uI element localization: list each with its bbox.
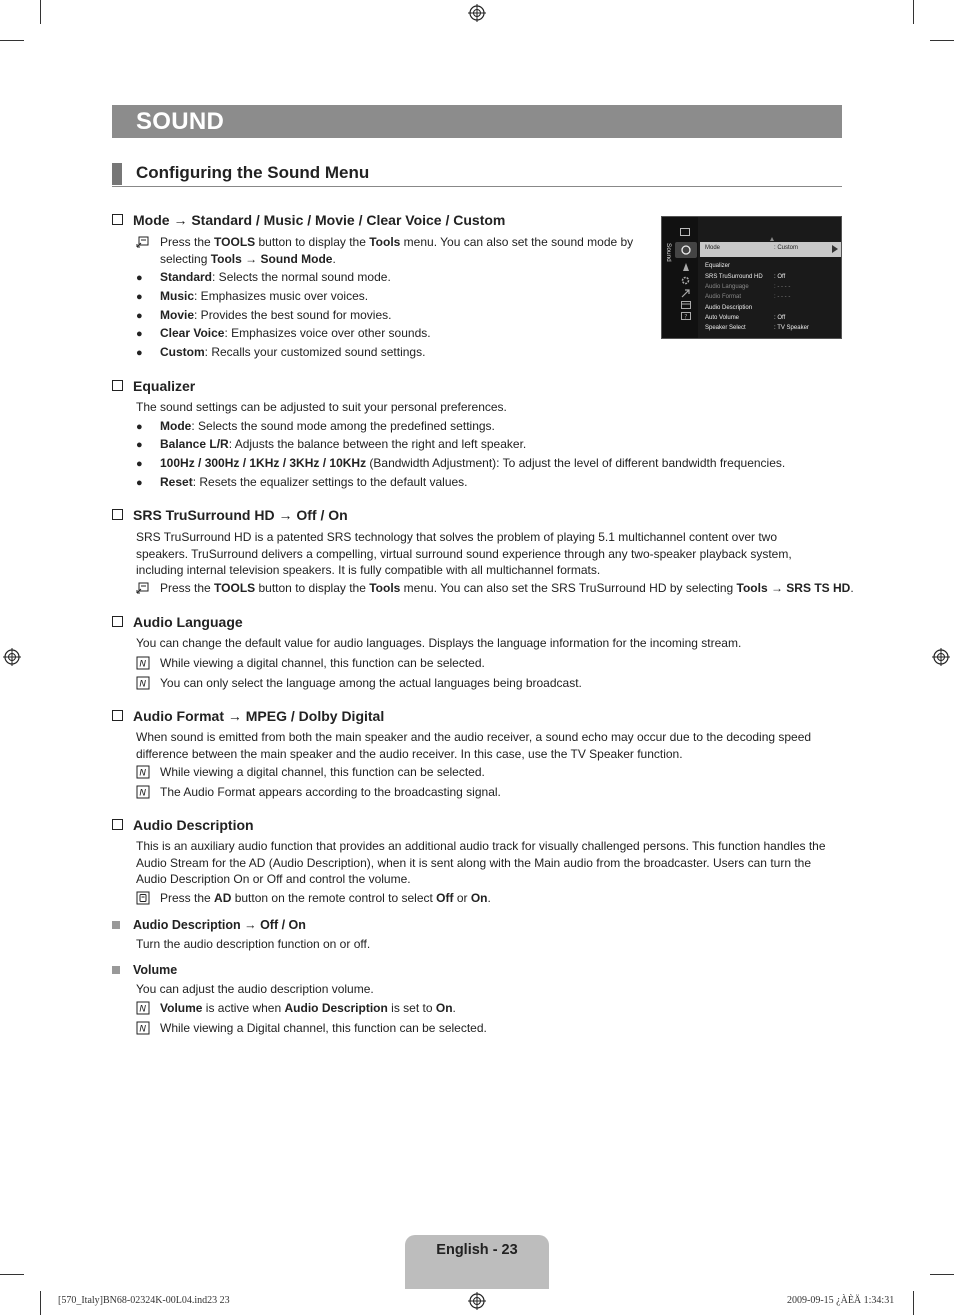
ad-volume-text: You can adjust the audio description volume. bbox=[136, 982, 374, 996]
registration-mark-icon bbox=[468, 1292, 486, 1310]
svg-text:N: N bbox=[139, 768, 147, 779]
title-band bbox=[112, 105, 842, 138]
srs-tools-note: Press the TOOLS button to display the Tools menu. You can also set the SRS TruSurround HD by selecting Tools → SRS TS HD. bbox=[136, 580, 842, 597]
note: N Volume is active when Audio Description is set to On. bbox=[136, 1000, 736, 1017]
note: N While viewing a Digital channel, this function can be selected. bbox=[136, 1020, 736, 1037]
svg-text:N: N bbox=[139, 788, 147, 799]
osd-scroll-up-icon bbox=[770, 237, 774, 241]
crop-mark bbox=[930, 40, 954, 41]
svg-text:N: N bbox=[139, 1024, 147, 1035]
osd-row-value: : Custom bbox=[774, 245, 799, 251]
osd-row-value: : Off bbox=[774, 315, 786, 321]
input-icon bbox=[681, 289, 690, 298]
note-icon bbox=[136, 1021, 150, 1035]
picture-icon bbox=[680, 228, 690, 236]
note: N While viewing a digital channel, this function can be selected. bbox=[136, 655, 736, 672]
registration-mark-icon bbox=[468, 4, 486, 22]
crop-mark bbox=[0, 40, 24, 41]
print-date: 2009-09-15 ¿ÀÈÄ 1:34:31 bbox=[787, 1295, 895, 1306]
square-bullet-icon bbox=[112, 966, 120, 974]
tools-note: Press the TOOLS button to display the Tools menu. You can also set the sound mode by selecting Tools → Sound Mode. bbox=[136, 234, 656, 268]
mode-heading: Mode → Standard / Music / Movie / Clear Voice / Custom bbox=[112, 212, 505, 228]
list-item: ● Mode: Selects the sound mode among the predefined settings. bbox=[136, 419, 495, 433]
crop-mark bbox=[930, 1274, 954, 1275]
support-icon bbox=[681, 312, 691, 320]
checkbox-bullet-icon bbox=[112, 214, 123, 225]
list-item: ● Custom: Recalls your customized sound settings. bbox=[136, 345, 426, 359]
section-heading bbox=[112, 160, 842, 187]
section-marker bbox=[112, 163, 122, 185]
osd-row-value: : - - - - bbox=[774, 284, 791, 290]
registration-mark-icon bbox=[932, 648, 950, 666]
ad-note: Press the AD button on the remote control to select Off or On. bbox=[136, 890, 736, 907]
audio-language-description: You can change the default value for audio languages. Displays the language information for the incoming stream. bbox=[136, 636, 742, 650]
note-icon bbox=[136, 765, 150, 779]
ad-onoff-subheading: Audio Description → Off / On bbox=[112, 918, 306, 932]
audio-format-description: When sound is emitted from both the main speaker and the audio receiver, a sound echo may occur due to the decoding speed difference between the main speaker and the audio receiver. In this case, use the TV Speaker function. bbox=[136, 730, 812, 761]
channel-icon bbox=[682, 263, 690, 272]
audio-language-heading: Audio Language bbox=[112, 614, 243, 630]
tools-note-icon bbox=[136, 581, 150, 595]
registration-mark-icon bbox=[3, 648, 21, 666]
checkbox-bullet-icon bbox=[112, 380, 123, 391]
osd-row-value: : - - - - bbox=[774, 294, 791, 300]
audio-description-heading: Audio Description bbox=[112, 817, 254, 833]
svg-text:N: N bbox=[139, 659, 147, 670]
page-number: English - 23 bbox=[436, 1242, 518, 1258]
note-icon bbox=[136, 676, 150, 690]
srs-description: SRS TruSurround HD is a patented SRS technology that solves the problem of playing 5.1 multichannel content over two speakers. TruSurround delivers a compelling, virtual surround sound experience through any two-speaker playback system, including internal television speakers. It is fully compatible with all multichannel formats. bbox=[136, 530, 792, 577]
svg-text:N: N bbox=[139, 679, 147, 690]
svg-text:?: ? bbox=[684, 313, 688, 320]
osd-row-label: Speaker Select bbox=[705, 325, 746, 331]
list-item: ● Reset: Resets the equalizer settings to the default values. bbox=[136, 475, 468, 489]
equalizer-heading: Equalizer bbox=[112, 378, 195, 394]
list-item: ● Standard: Selects the normal sound mode. bbox=[136, 270, 391, 284]
equalizer-intro: The sound settings can be adjusted to suit your personal preferences. bbox=[136, 400, 507, 414]
osd-row-label: Auto Volume bbox=[705, 315, 740, 321]
checkbox-bullet-icon bbox=[112, 616, 123, 627]
note-icon bbox=[136, 656, 150, 670]
crop-mark bbox=[913, 0, 914, 24]
square-bullet-icon bbox=[112, 921, 120, 929]
list-item: ● 100Hz / 300Hz / 1KHz / 3KHz / 10KHz (Bandwidth Adjustment): To adjust the level of different bandwidth frequencies. bbox=[136, 456, 786, 470]
note: N You can only select the language among the actual languages being broadcast. bbox=[136, 675, 736, 692]
list-item: ● Clear Voice: Emphasizes voice over other sounds. bbox=[136, 326, 431, 340]
osd-arrow-right-icon bbox=[832, 245, 838, 253]
note-icon bbox=[136, 1001, 150, 1015]
list-item: ● Movie: Provides the best sound for movies. bbox=[136, 308, 392, 322]
remote-button-icon bbox=[136, 891, 150, 905]
sound-menu-screenshot bbox=[661, 216, 842, 339]
note: N The Audio Format appears according to the broadcasting signal. bbox=[136, 784, 736, 801]
crop-mark bbox=[913, 1291, 914, 1315]
list-item: ● Music: Emphasizes music over voices. bbox=[136, 289, 369, 303]
ad-volume-subheading: Volume bbox=[112, 963, 177, 977]
osd-selected-row bbox=[700, 242, 841, 257]
setup-gear-icon bbox=[681, 276, 690, 285]
list-item: ● Balance L/R: Adjusts the balance between the right and left speaker. bbox=[136, 437, 527, 451]
checkbox-bullet-icon bbox=[112, 819, 123, 830]
osd-row-value: : TV Speaker bbox=[774, 325, 809, 331]
crop-mark bbox=[40, 0, 41, 24]
audio-description-text: This is an auxiliary audio function that provides an additional audio track for visually challenged persons. This function handles the Audio Stream for the AD (Audio Description), when it is sent along with the Main audio from the broadcaster. Users can turn the Audio Description On or Off and control the volume. bbox=[136, 839, 826, 886]
sound-icon bbox=[681, 244, 691, 256]
page-title: SOUND bbox=[136, 108, 225, 135]
osd-row-label: Audio Description bbox=[705, 305, 753, 311]
osd-side-label: Sound bbox=[665, 243, 672, 262]
ad-onoff-text: Turn the audio description function on or off. bbox=[136, 937, 371, 951]
audio-format-heading: Audio Format → MPEG / Dolby Digital bbox=[112, 708, 384, 724]
tools-note-icon bbox=[136, 235, 150, 249]
file-info: [570_Italy]BN68-02324K-00L04.ind23 23 bbox=[58, 1295, 230, 1306]
svg-text:N: N bbox=[139, 1004, 147, 1015]
crop-mark bbox=[40, 1291, 41, 1315]
osd-row-label: Audio Format bbox=[705, 294, 742, 300]
osd-row-label: Audio Language bbox=[705, 284, 749, 290]
page-number-badge bbox=[405, 1235, 549, 1289]
osd-row-label: Mode bbox=[705, 245, 721, 251]
osd-sidebar bbox=[662, 217, 698, 338]
application-icon bbox=[681, 301, 691, 309]
osd-row-label: SRS TruSurround HD bbox=[705, 274, 763, 280]
checkbox-bullet-icon bbox=[112, 509, 123, 520]
note: N While viewing a digital channel, this function can be selected. bbox=[136, 764, 736, 781]
crop-mark bbox=[0, 1274, 24, 1275]
osd-row-label: Equalizer bbox=[705, 263, 731, 269]
checkbox-bullet-icon bbox=[112, 710, 123, 721]
srs-heading: SRS TruSurround HD → Off / On bbox=[112, 507, 348, 523]
note-icon bbox=[136, 785, 150, 799]
section-title: Configuring the Sound Menu bbox=[136, 163, 370, 182]
osd-row-value: : Off bbox=[774, 274, 786, 280]
